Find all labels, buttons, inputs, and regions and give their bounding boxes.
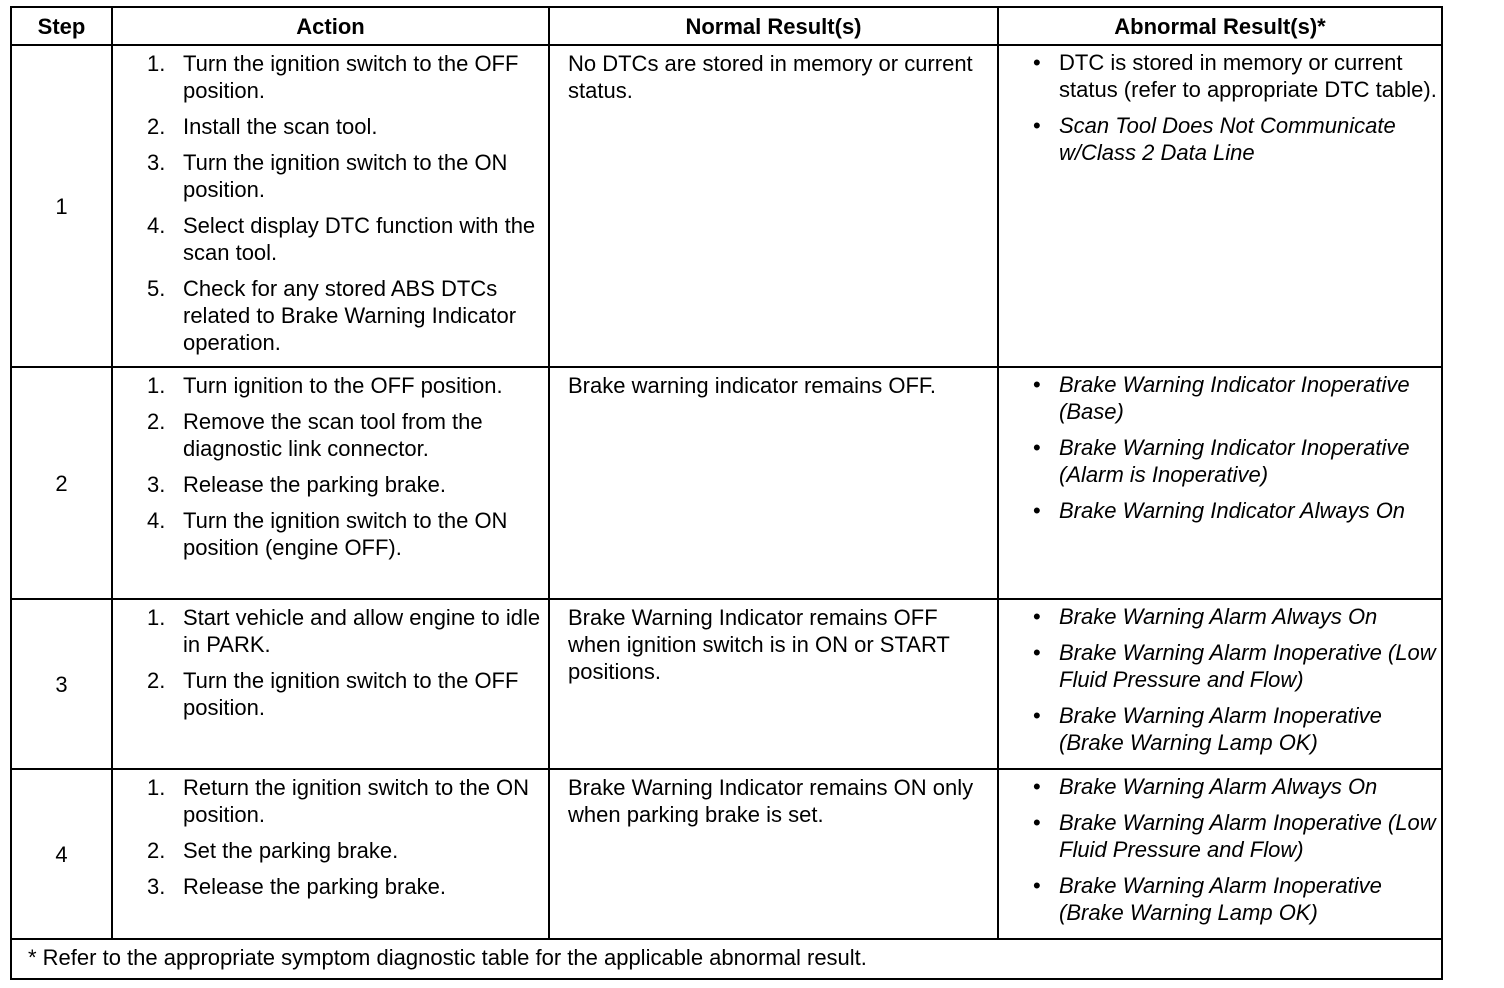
action-cell xyxy=(112,769,549,939)
table-row xyxy=(11,599,1442,769)
symptom-table-link-text: Brake Warning Indicator Inoperative (Alarm is Inoperative) xyxy=(1059,435,1410,487)
action-number: 2. xyxy=(147,838,166,863)
abnormal-result-text: DTC is stored in memory or current status (refer to appropriate DTC table). xyxy=(1059,50,1437,102)
action-text: Turn the ignition switch to the OFF position. xyxy=(183,51,519,103)
symptom-table-link-text: Brake Warning Indicator Always On xyxy=(1059,498,1406,523)
symptom-table-link-text: Brake Warning Alarm Inoperative (Low Fluid Pressure and Flow) xyxy=(1059,640,1436,692)
action-text: Check for any stored ABS DTCs related to Brake Warning Indicator operation. xyxy=(183,276,517,355)
action-number: 3. xyxy=(147,150,166,175)
abnormal-result-list xyxy=(1033,371,1439,524)
action-list xyxy=(147,774,542,900)
action-item xyxy=(147,50,542,104)
action-text: Release the parking brake. xyxy=(183,472,446,497)
diagnostic-table xyxy=(10,6,1443,980)
abnormal-result-list xyxy=(1033,773,1439,926)
symptom-table-link-text: Brake Warning Alarm Inoperative (Brake Warning Lamp OK) xyxy=(1059,873,1382,925)
action-list xyxy=(147,604,542,721)
action-number: 2. xyxy=(147,114,166,139)
symptom-table-link-text: Brake Warning Alarm Inoperative (Brake Warning Lamp OK) xyxy=(1059,703,1382,755)
action-item xyxy=(147,471,542,498)
bullet-icon: • xyxy=(1033,810,1041,835)
bullet-icon: • xyxy=(1033,50,1041,75)
normal-result: Brake Warning Indicator remains ON only when parking brake is set. xyxy=(549,769,998,939)
abnormal-result-item xyxy=(1033,872,1439,926)
action-number: 3. xyxy=(147,472,166,497)
action-text: Release the parking brake. xyxy=(183,874,446,899)
abnormal-result-list xyxy=(1033,49,1439,166)
action-number: 1. xyxy=(147,775,166,800)
symptom-table-link-text: Brake Warning Indicator Inoperative (Base) xyxy=(1059,372,1410,424)
header-abnormal-results: Abnormal Result(s)* xyxy=(998,7,1442,45)
action-cell xyxy=(112,45,549,367)
action-item xyxy=(147,149,542,203)
abnormal-result-item xyxy=(1033,371,1439,425)
bullet-icon: • xyxy=(1033,703,1041,728)
table-row xyxy=(11,45,1442,367)
header-row xyxy=(11,7,1442,45)
action-item xyxy=(147,837,542,864)
normal-result: Brake Warning Indicator remains OFF when ignition switch is in ON or START positions. xyxy=(549,599,998,769)
action-item xyxy=(147,667,542,721)
action-number: 4. xyxy=(147,508,166,533)
header-step: Step xyxy=(11,7,112,45)
abnormal-result-cell xyxy=(998,769,1442,939)
action-number: 5. xyxy=(147,276,166,301)
action-text: Return the ignition switch to the ON position. xyxy=(183,775,530,827)
bullet-icon: • xyxy=(1033,774,1041,799)
action-item xyxy=(147,212,542,266)
action-item xyxy=(147,372,542,399)
footnote-row xyxy=(11,939,1442,979)
action-cell xyxy=(112,367,549,599)
footnote: * Refer to the appropriate symptom diagnostic table for the applicable abnormal result. xyxy=(11,939,1442,979)
abnormal-result-item xyxy=(1033,603,1439,630)
symptom-table-link-text: Scan Tool Does Not Communicate w/Class 2 Data Line xyxy=(1059,113,1396,165)
action-item xyxy=(147,604,542,658)
action-text: Install the scan tool. xyxy=(183,114,378,139)
action-item xyxy=(147,507,542,561)
symptom-table-link-text: Brake Warning Alarm Always On xyxy=(1059,604,1378,629)
header-action: Action xyxy=(112,7,549,45)
action-item xyxy=(147,113,542,140)
action-number: 3. xyxy=(147,874,166,899)
action-text: Start vehicle and allow engine to idle in PARK. xyxy=(183,605,541,657)
action-item xyxy=(147,873,542,900)
abnormal-result-item xyxy=(1033,49,1439,103)
abnormal-result-item xyxy=(1033,434,1439,488)
abnormal-result-item xyxy=(1033,639,1439,693)
header-normal-results: Normal Result(s) xyxy=(549,7,998,45)
bullet-icon: • xyxy=(1033,873,1041,898)
abnormal-result-list xyxy=(1033,603,1439,756)
abnormal-result-cell xyxy=(998,367,1442,599)
normal-result: No DTCs are stored in memory or current status. xyxy=(549,45,998,367)
abnormal-result-cell xyxy=(998,599,1442,769)
action-list xyxy=(147,50,542,356)
abnormal-result-item xyxy=(1033,773,1439,800)
action-text: Remove the scan tool from the diagnostic link connector. xyxy=(183,409,483,461)
bullet-icon: • xyxy=(1033,604,1041,629)
step-number: 2 xyxy=(11,367,112,599)
bullet-icon: • xyxy=(1033,113,1041,138)
action-list xyxy=(147,372,542,561)
action-item xyxy=(147,408,542,462)
symptom-table-link-text: Brake Warning Alarm Inoperative (Low Fluid Pressure and Flow) xyxy=(1059,810,1436,862)
action-text: Turn the ignition switch to the ON position (engine OFF). xyxy=(183,508,508,560)
action-text: Turn ignition to the OFF position. xyxy=(183,373,503,398)
action-text: Set the parking brake. xyxy=(183,838,399,863)
step-number: 3 xyxy=(11,599,112,769)
action-item xyxy=(147,774,542,828)
abnormal-result-cell xyxy=(998,45,1442,367)
step-number: 4 xyxy=(11,769,112,939)
step-number: 1 xyxy=(11,45,112,367)
action-number: 1. xyxy=(147,51,166,76)
bullet-icon: • xyxy=(1033,640,1041,665)
action-cell xyxy=(112,599,549,769)
action-text: Turn the ignition switch to the ON position. xyxy=(183,150,508,202)
action-text: Select display DTC function with the scan tool. xyxy=(183,213,536,265)
table-row xyxy=(11,769,1442,939)
abnormal-result-item xyxy=(1033,112,1439,166)
action-item xyxy=(147,275,542,356)
action-text: Turn the ignition switch to the OFF position. xyxy=(183,668,519,720)
abnormal-result-item xyxy=(1033,497,1439,524)
action-number: 1. xyxy=(147,605,166,630)
normal-result: Brake warning indicator remains OFF. xyxy=(549,367,998,599)
abnormal-result-item xyxy=(1033,702,1439,756)
table-row xyxy=(11,367,1442,599)
action-number: 4. xyxy=(147,213,166,238)
abnormal-result-item xyxy=(1033,809,1439,863)
action-number: 2. xyxy=(147,409,166,434)
bullet-icon: • xyxy=(1033,498,1041,523)
bullet-icon: • xyxy=(1033,435,1041,460)
symptom-table-link-text: Brake Warning Alarm Always On xyxy=(1059,774,1378,799)
action-number: 2. xyxy=(147,668,166,693)
action-number: 1. xyxy=(147,373,166,398)
bullet-icon: • xyxy=(1033,372,1041,397)
